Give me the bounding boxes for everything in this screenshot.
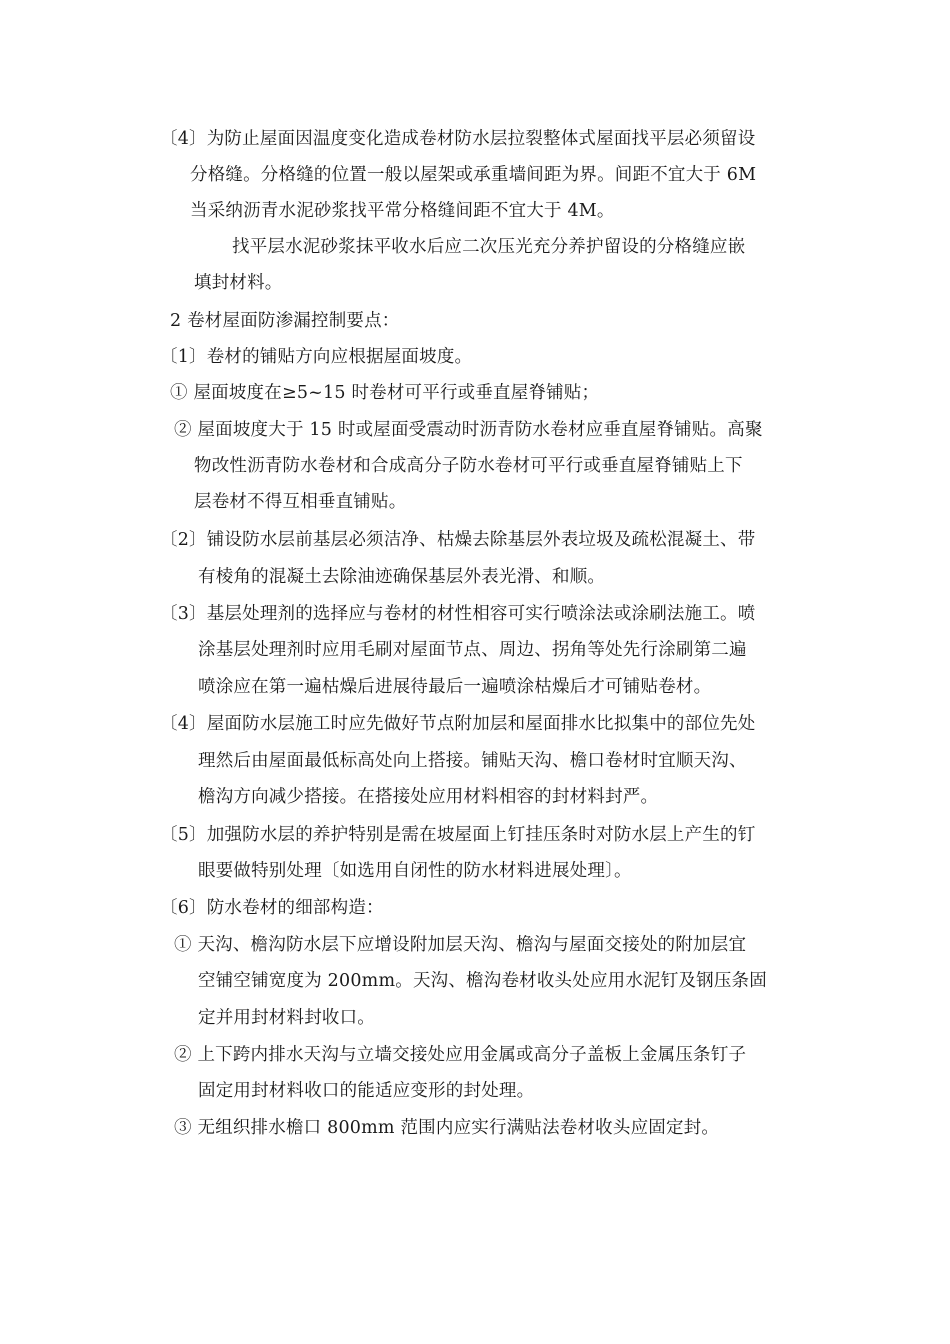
list-item: ① 屋面坡度在≥5~15 时卷材可平行或垂直屋脊铺贴；: [170, 383, 600, 403]
paragraph-line: 理然后由屋面最低标高处向上搭接。铺贴天沟、檐口卷材时宜顺天沟、: [198, 751, 747, 771]
paragraph-line: 填封材料。: [194, 273, 283, 293]
list-item: 〔5〕加强防水层的养护特别是需在坡屋面上钉挂压条时对防水层上产生的钉: [160, 825, 756, 845]
paragraph-line: 檐沟方向减少搭接。在搭接处应用材料相容的封材料封严。: [198, 787, 659, 807]
paragraph-line: 定并用封材料封收口。: [198, 1008, 375, 1028]
paragraph-line: 物改性沥青防水卷材和合成高分子防水卷材可平行或垂直屋脊铺贴上下: [194, 456, 743, 476]
paragraph-line: 分格缝。分格缝的位置一般以屋架或承重墙间距为界。间距不宜大于 6M: [190, 165, 757, 185]
paragraph-line: 有棱角的混凝土去除油迹确保基层外表光滑、和顺。: [198, 567, 606, 587]
paragraph-line: 〔4〕为防止屋面因温度变化造成卷材防水层拉裂整体式屋面找平层必须留设: [160, 129, 756, 149]
paragraph-line: 眼要做特别处理〔如选用自闭性的防水材料进展处理〕。: [198, 861, 632, 881]
list-item: 〔1〕卷材的铺贴方向应根据屋面坡度。: [160, 347, 473, 367]
paragraph-line: 喷涂应在第一遍枯燥后进展待最后一遍喷涂枯燥后才可铺贴卷材。: [198, 677, 712, 697]
paragraph-line: 涂基层处理剂时应用毛刷对屋面节点、周边、拐角等处先行涂刷第二遍: [198, 640, 747, 660]
paragraph-line: 找平层水泥砂浆抹平收水后应二次压光充分养护留设的分格缝应嵌: [232, 237, 746, 257]
paragraph-line: 固定用封材料收口的能适应变形的封处理。: [198, 1081, 535, 1101]
list-item: ① 天沟、檐沟防水层下应增设附加层天沟、檐沟与屋面交接处的附加层宜: [174, 935, 747, 955]
list-item: 〔4〕屋面防水层施工时应先做好节点附加层和屋面排水比拟集中的部位先处: [160, 714, 756, 734]
list-item: 〔2〕铺设防水层前基层必须洁净、枯燥去除基层外表垃圾及疏松混凝土、带: [160, 530, 756, 550]
paragraph-line: 当采纳沥青水泥砂浆找平常分格缝间距不宜大于 4M。: [190, 201, 615, 221]
list-item: ② 上下跨内排水天沟与立墙交接处应用金属或高分子盖板上金属压条钉子: [174, 1045, 747, 1065]
list-item: 〔3〕基层处理剂的选择应与卷材的材性相容可实行喷涂法或涂刷法施工。喷: [160, 604, 756, 624]
paragraph-line: 层卷材不得互相垂直铺贴。: [194, 492, 407, 512]
paragraph-line: 空铺空铺宽度为 200mm。天沟、檐沟卷材收头处应用水泥钉及钢压条固: [198, 971, 767, 991]
list-item: ③ 无组织排水檐口 800mm 范围内应实行满贴法卷材收头应固定封。: [174, 1118, 720, 1138]
list-item: ② 屋面坡度大于 15 时或屋面受震动时沥青防水卷材应垂直屋脊铺贴。高聚: [174, 420, 763, 440]
list-item: 〔6〕防水卷材的细部构造：: [160, 898, 384, 918]
section-heading: 2 卷材屋面防渗漏控制要点：: [170, 311, 400, 331]
